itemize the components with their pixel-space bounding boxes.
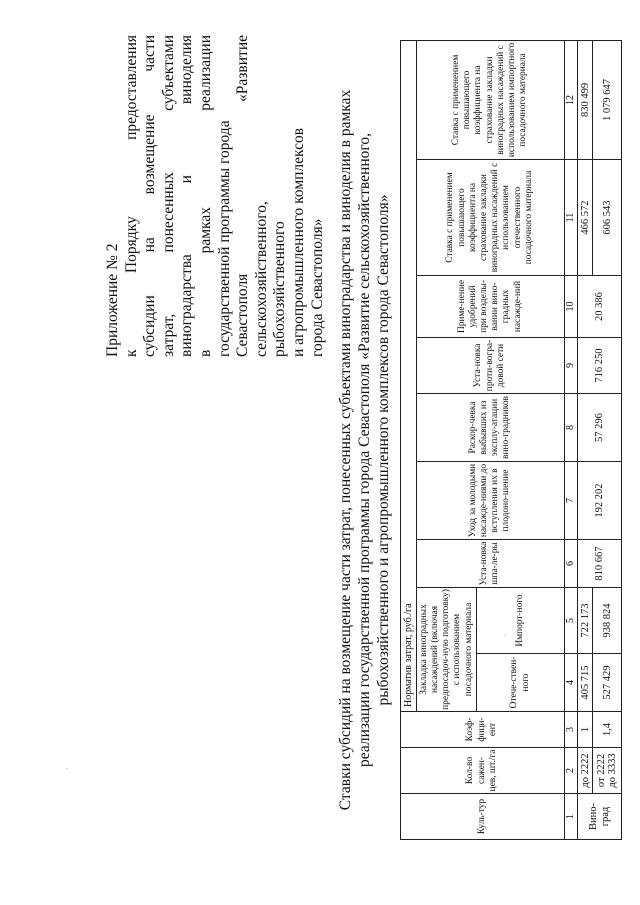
header-uprooting: Раскор-чевка выбывших из эксплу-атации вино-градников bbox=[416, 394, 564, 462]
cell-rate-imported: 830 499 bbox=[578, 40, 593, 159]
header-unit: Норматив затрат, руб./га bbox=[401, 40, 417, 711]
appendix-line: к Порядку предоставления bbox=[122, 34, 140, 357]
appendix-line: города Севастополя» bbox=[308, 218, 326, 357]
cell-imported: 938 824 bbox=[593, 588, 622, 654]
column-number: 2 bbox=[564, 748, 578, 794]
cell-trellis: 810 667 bbox=[578, 540, 622, 588]
appendix-line: затрат, понесенных субъектами bbox=[159, 34, 177, 357]
column-number: 8 bbox=[564, 394, 578, 462]
title-line: Ставки субсидий на возмещение части затрат, понесенных субъектами виноградарства и виноделия в рамках bbox=[337, 89, 354, 811]
cell-fertilizer: 20 386 bbox=[578, 276, 622, 338]
appendix-line: государственной программы города bbox=[215, 120, 233, 357]
appendix-line: виноградарства и виноделия bbox=[178, 35, 196, 357]
appendix-number: Приложение № 2 bbox=[104, 243, 121, 357]
header-care: Уход за молодыми насажде-ниями до вступления их в плодоно-шение bbox=[416, 462, 564, 540]
header-coefficient: Коэф-фици-ент bbox=[401, 712, 565, 748]
column-number: 9 bbox=[564, 338, 578, 394]
column-number: 4 bbox=[564, 654, 578, 712]
header-seedlings: Кол-во сажен-цев, шт./га bbox=[401, 748, 565, 794]
appendix-line: субсидии на возмещение части bbox=[141, 35, 159, 357]
header-rate-domestic: Ставка с применением повышающего коэффициента на страхование закладки виноградных насаждений с использованием отечественного посадочного материала bbox=[416, 160, 564, 276]
cell-domestic: 527 429 bbox=[593, 654, 622, 712]
cell-rate-domestic: 606 543 bbox=[593, 160, 622, 276]
cell-coefficient: 1,4 bbox=[593, 712, 622, 748]
column-number: 7 bbox=[564, 462, 578, 540]
appendix-line: рыбохозяйственного bbox=[271, 221, 289, 357]
scan-artifact: · bbox=[500, 634, 510, 637]
header-domestic: Отече-ствен-ного bbox=[477, 654, 564, 712]
appendix-block bbox=[104, 35, 327, 357]
cell-antihail: 716 250 bbox=[578, 338, 622, 394]
column-number: 1 bbox=[564, 794, 578, 840]
column-number: 5 bbox=[564, 588, 578, 654]
header-trellis: Уста-новка шпа-ле-ры bbox=[416, 540, 564, 588]
cell-rate-domestic: 466 572 bbox=[578, 160, 593, 276]
column-number: 3 bbox=[564, 712, 578, 748]
header-imported: Импорт-ного bbox=[477, 588, 564, 654]
header-rate-imported: Ставка с применением повышающего коэффициента на страхование закладки виноградных насаждений с использованием импортного посадочного материала bbox=[416, 40, 564, 159]
document-title bbox=[336, 55, 393, 845]
header-antihail: Уста-новка проти-вогра-довой сети bbox=[416, 338, 564, 394]
header-fertilizer: Приме-нение удобрений при возделы-вании вино-градных насажде-ний bbox=[416, 276, 564, 338]
table-row bbox=[578, 40, 593, 839]
cell-rate-imported: 1 079 647 bbox=[593, 40, 622, 159]
cell-care: 192 202 bbox=[578, 462, 622, 540]
cell-uprooting: 57 296 bbox=[578, 394, 622, 462]
title-line: реализации государственной программы города Севастополя «Развитие сельскохозяйственного, bbox=[356, 133, 373, 767]
appendix-line: и агропромышленного комплексов bbox=[289, 127, 307, 357]
cell-domestic: 405 715 bbox=[578, 654, 593, 712]
scan-artifact: · bbox=[62, 767, 72, 770]
cell-culture: Вино-град bbox=[578, 794, 622, 840]
subsidy-rates-table bbox=[400, 40, 622, 840]
appendix-line: в рамках реализации bbox=[196, 35, 214, 357]
column-number: 6 bbox=[564, 540, 578, 588]
appendix-line: сельскохозяйственного, bbox=[252, 201, 270, 357]
column-number: 10 bbox=[564, 276, 578, 338]
title-line: рыбохозяйственного и агропромышленного комплексов города Севастополя» bbox=[375, 194, 392, 706]
column-number: 11 bbox=[564, 160, 578, 276]
cell-seedlings: до 2222 bbox=[578, 748, 593, 794]
header-planting: Закладка виноградных насаждений (включая предпосадоч-ную подготовку) с использованием посадочного материала bbox=[416, 588, 477, 712]
column-number: 12 bbox=[564, 40, 578, 159]
header-culture: Куль-тур bbox=[401, 794, 565, 840]
cell-coefficient: 1 bbox=[578, 712, 593, 748]
cell-seedlings: от 2222 до 3333 bbox=[593, 748, 622, 794]
cell-imported: 722 173 bbox=[578, 588, 593, 654]
appendix-line: Севастополя «Развитие bbox=[234, 35, 252, 357]
